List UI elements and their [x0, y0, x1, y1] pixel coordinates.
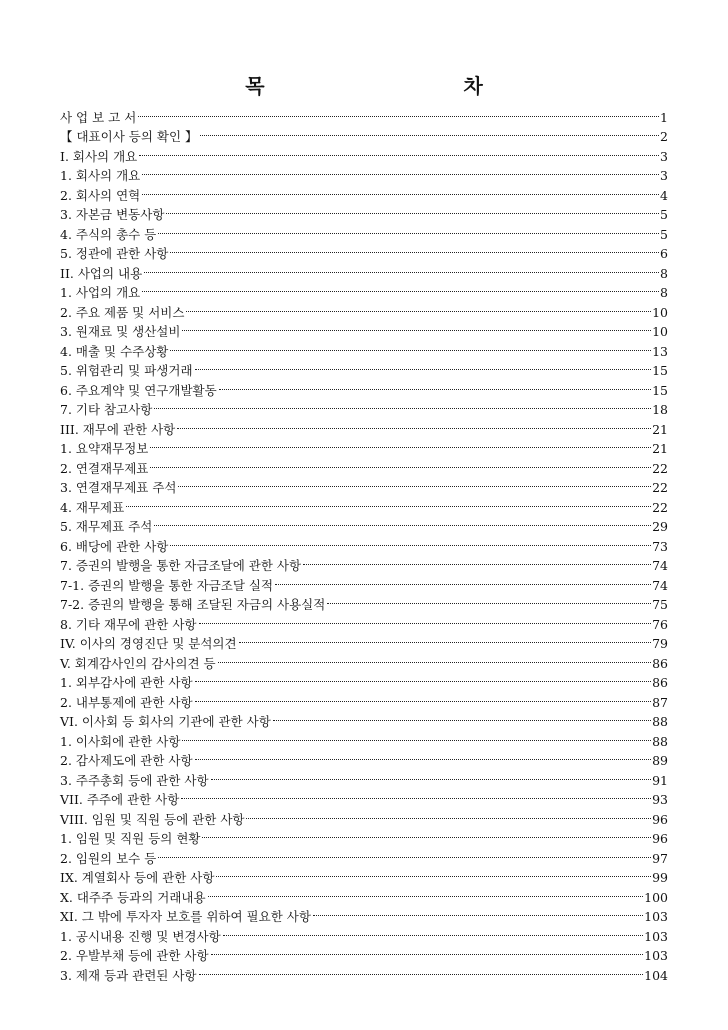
toc-entry-label: VI. 이사회 등 회사의 기관에 관한 사항	[60, 714, 271, 729]
toc-entry-page-number: 18	[652, 402, 668, 417]
dot-leader	[195, 687, 652, 707]
toc-entry-label: 사 업 보 고 서	[60, 109, 137, 125]
toc-entry-page-number: 89	[652, 753, 668, 768]
toc-entry-label: 7. 기타 참고사항	[60, 402, 153, 417]
toc-entry-label: 4. 재무제표	[60, 499, 125, 515]
toc-entry-label: 6. 주요계약 및 연구개발활동	[60, 382, 217, 398]
toc-entry-page-number: 3	[660, 148, 668, 164]
toc-entry-label: 5. 재무제표 주석	[60, 519, 153, 534]
dot-leader	[275, 570, 651, 590]
dot-leader	[202, 824, 651, 844]
toc-entry-page-number: 96	[652, 831, 668, 846]
toc-entry-label: 1. 요약재무정보	[60, 441, 149, 456]
toc-entry-label: 3. 제재 등과 관련된 사항	[60, 967, 197, 983]
toc-entry-label: X. 대주주 등과의 거래내용	[60, 889, 206, 905]
dot-leader	[246, 804, 651, 824]
toc-entry-page-number: 74	[652, 577, 668, 593]
dot-leader	[327, 590, 651, 610]
dot-leader	[211, 941, 644, 961]
table-of-contents	[60, 102, 668, 983]
toc-entry-page-number: 96	[652, 811, 668, 827]
toc-entry[interactable]	[60, 453, 668, 476]
dot-leader	[177, 414, 651, 434]
toc-entry-label: 3. 주주총회 등에 관한 사항	[60, 772, 209, 788]
dot-leader	[216, 863, 651, 883]
toc-entry-page-number: 21	[652, 421, 668, 437]
toc-entry-page-number: 29	[652, 519, 668, 534]
toc-entry-label: 7-2. 증권의 발행을 통해 조달된 자금의 사용실적	[60, 597, 326, 612]
toc-entry-label: 5. 정관에 관한 사항	[60, 246, 169, 261]
toc-entry-page-number: 103	[644, 909, 668, 924]
toc-entry[interactable]	[60, 434, 668, 454]
toc-entry-page-number: 75	[652, 597, 668, 612]
dot-leader	[211, 765, 652, 785]
toc-entry[interactable]	[60, 141, 668, 164]
toc-entry-label: I. 회사의 개요	[60, 148, 138, 164]
toc-entry[interactable]	[60, 297, 668, 320]
dot-leader	[142, 161, 659, 181]
toc-entry-label: 1. 외부감사에 관한 사항	[60, 675, 193, 690]
toc-entry-page-number: 103	[644, 948, 668, 963]
dot-leader	[219, 375, 651, 395]
toc-entry-label: 4. 매출 및 수주상황	[60, 343, 169, 359]
toc-entry[interactable]	[60, 200, 668, 220]
toc-entry-page-number: 10	[652, 304, 668, 320]
toc-entry-page-number: 22	[652, 460, 668, 476]
toc-entry-page-number: 99	[652, 870, 668, 885]
toc-entry-page-number: 8	[660, 285, 668, 300]
toc-entry-page-number: 87	[652, 694, 668, 710]
toc-entry-label: V. 회계감사인의 감사의견 등	[60, 655, 216, 671]
toc-entry-label: 8. 기타 재무에 관한 사항	[60, 616, 197, 632]
dot-leader	[223, 921, 643, 941]
dot-leader	[218, 648, 652, 668]
toc-entry-label: 1. 공시내용 진행 및 변경사항	[60, 928, 221, 944]
dot-leader	[142, 180, 659, 200]
toc-entry-label: 1. 이사회에 관한 사항	[60, 733, 181, 749]
toc-entry[interactable]	[60, 122, 668, 142]
toc-entry-page-number: 88	[652, 733, 668, 749]
toc-entry-page-number: 15	[652, 363, 668, 378]
toc-entry-page-number: 97	[652, 850, 668, 866]
toc-entry-page-number: 76	[652, 616, 668, 632]
toc-entry-label: 3. 원재료 및 생산설비	[60, 324, 181, 339]
toc-entry-page-number: 91	[652, 772, 668, 788]
dot-leader	[158, 219, 659, 239]
toc-entry-page-number: 73	[652, 538, 668, 554]
toc-entry-page-number: 13	[652, 343, 668, 359]
toc-entry-page-number: 6	[660, 246, 668, 261]
toc-entry-label: III. 재무에 관한 사항	[60, 421, 176, 437]
dot-leader	[182, 317, 651, 337]
toc-entry-page-number: 93	[652, 792, 668, 807]
toc-entry-page-number: 74	[652, 558, 668, 573]
toc-entry-label: VIII. 임원 및 직원 등에 관한 사항	[60, 811, 245, 827]
dot-leader	[150, 453, 651, 473]
dot-leader	[178, 473, 651, 493]
dot-leader	[142, 278, 659, 298]
toc-entry-page-number: 2	[660, 129, 668, 144]
toc-entry-label: 2. 연결재무제표	[60, 460, 149, 476]
toc-entry-page-number: 3	[660, 168, 668, 183]
toc-entry-label: 2. 우발부채 등에 관한 사항	[60, 948, 209, 963]
toc-entry-label: IX. 계열회사 등에 관한 사항	[60, 870, 215, 885]
toc-entry-page-number: 86	[652, 675, 668, 690]
toc-entry-page-number: 79	[652, 636, 668, 651]
dot-leader	[208, 882, 644, 902]
toc-entry-label: 3. 연결재무제표 주석	[60, 480, 177, 495]
toc-entry[interactable]	[60, 473, 668, 493]
dot-leader	[273, 707, 651, 727]
toc-entry-label: 1. 회사의 개요	[60, 168, 141, 183]
toc-entry-label: XI. 그 밖에 투자자 보호를 위하여 필요한 사항	[60, 909, 311, 924]
toc-entry-label: 3. 자본금 변동사항	[60, 207, 165, 222]
dot-leader	[158, 843, 651, 863]
toc-entry-label: 6. 배당에 관한 사항	[60, 538, 169, 554]
dot-leader	[199, 960, 644, 980]
dot-leader	[170, 336, 651, 356]
dot-leader	[126, 492, 651, 512]
toc-entry-page-number: 21	[652, 441, 668, 456]
toc-entry-label: 2. 주요 제품 및 서비스	[60, 304, 185, 320]
toc-entry-page-number: 88	[652, 714, 668, 729]
toc-entry[interactable]	[60, 161, 668, 181]
dot-leader	[144, 258, 659, 278]
dot-leader	[199, 609, 652, 629]
toc-entry-page-number: 100	[644, 889, 668, 905]
toc-entry-label: 7-1. 증권의 발행을 통한 자금조달 실적	[60, 577, 274, 593]
toc-entry-label: 2. 회사의 연혁	[60, 187, 141, 203]
dot-leader	[139, 141, 659, 161]
toc-entry-page-number: 22	[652, 480, 668, 495]
dot-leader	[166, 200, 659, 220]
toc-entry-label: 【 대표이사 등의 확인 】	[60, 129, 198, 144]
toc-entry-label: 5. 위험관리 및 파생거래	[60, 363, 193, 378]
toc-entry[interactable]	[60, 102, 668, 125]
dot-leader	[170, 531, 651, 551]
toc-entry[interactable]	[60, 492, 668, 515]
dot-leader	[195, 668, 652, 688]
toc-entry[interactable]	[60, 512, 668, 532]
dot-leader	[313, 902, 643, 922]
dot-leader	[200, 122, 660, 142]
dot-leader	[181, 785, 651, 805]
dot-leader	[195, 746, 652, 766]
dot-leader	[138, 102, 659, 122]
dot-leader	[239, 629, 652, 649]
dot-leader	[303, 551, 651, 571]
dot-leader	[154, 395, 651, 415]
toc-entry-page-number: 15	[652, 382, 668, 398]
toc-entry-page-number: 4	[660, 187, 668, 203]
toc-entry-label: IV. 이사의 경영진단 및 분석의견	[60, 636, 237, 651]
dot-leader	[186, 297, 651, 317]
toc-entry-label: VII. 주주에 관한 사항	[60, 792, 180, 807]
toc-entry-label: 1. 사업의 개요	[60, 285, 141, 300]
toc-entry-label: 1. 임원 및 직원 등의 현황	[60, 831, 201, 846]
toc-entry-label: 4. 주식의 총수 등	[60, 226, 157, 242]
toc-entry[interactable]	[60, 278, 668, 298]
toc-entry-label: 2. 감사제도에 관한 사항	[60, 753, 193, 768]
page-title: 목 차	[245, 74, 579, 98]
toc-entry-label: II. 사업의 내용	[60, 265, 143, 281]
toc-entry-page-number: 1	[660, 109, 668, 125]
toc-entry-page-number: 5	[660, 226, 668, 242]
toc-entry-page-number: 104	[644, 967, 668, 983]
toc-entry-page-number: 86	[652, 655, 668, 671]
toc-entry-page-number: 5	[660, 207, 668, 222]
dot-leader	[182, 726, 651, 746]
toc-entry-page-number: 8	[660, 265, 668, 281]
dot-leader	[170, 239, 659, 259]
toc-entry-page-number: 10	[652, 324, 668, 339]
toc-entry-page-number: 22	[652, 499, 668, 515]
dot-leader	[195, 356, 652, 376]
toc-entry-label: 2. 내부통제에 관한 사항	[60, 694, 193, 710]
toc-entry-label: 7. 증권의 발행을 통한 자금조달에 관한 사항	[60, 558, 302, 573]
toc-entry-page-number: 103	[644, 928, 668, 944]
toc-entry[interactable]	[60, 258, 668, 281]
dot-leader	[150, 434, 651, 454]
dot-leader	[154, 512, 651, 532]
toc-entry[interactable]	[60, 180, 668, 203]
toc-entry-label: 2. 임원의 보수 등	[60, 850, 157, 866]
